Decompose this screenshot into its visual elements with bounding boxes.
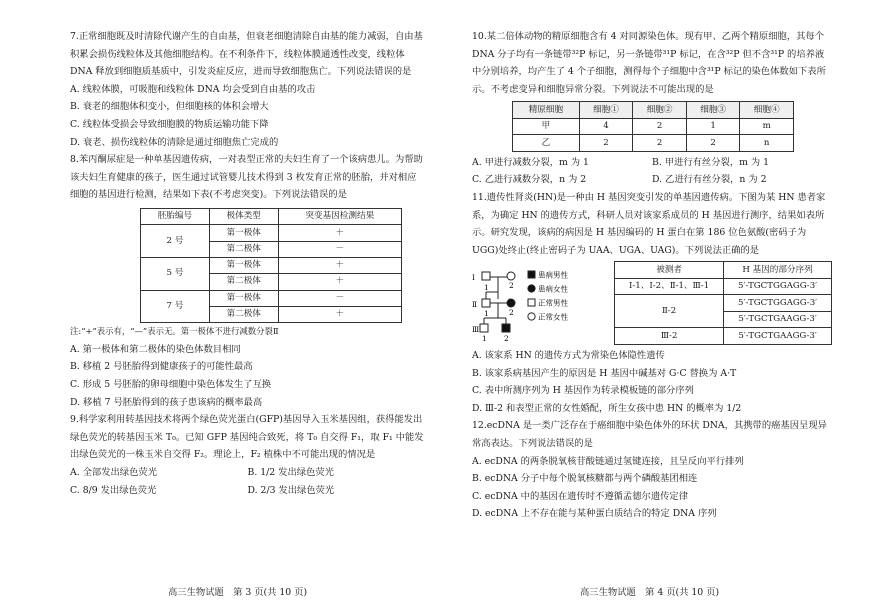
question-9 (70, 411, 425, 499)
q9-option-d: D. 2/3 发出绿色荧光 (247, 484, 335, 496)
q8-option-c: C. 形成 5 号胚胎的卵母细胞中染色体发生了互换 (70, 379, 272, 390)
q11-option-d: D. Ⅲ-2 和表型正常的女性婚配，所生女孩中患 HN 的概率为 1/2 (472, 402, 742, 414)
test-result: ＋ (278, 225, 401, 241)
legend-label: 正常女性 (538, 312, 568, 322)
table-header: 胚胎编号 (141, 208, 210, 225)
legend-label: 患病女性 (538, 284, 568, 294)
polar-body-type: 第二极体 (209, 306, 278, 322)
pedigree-II1-normal-male (482, 299, 490, 307)
sequence: 5′-TGCTGGAGG-3′ (724, 278, 832, 295)
question-8 (70, 151, 425, 411)
question-11-stem: 11.遗传性肾炎(HN)是一种由 H 基因突变引发的单基因遗传病。下图为某 HN 患者家系，为确定 HN 的遗传方式，科研人员对该家系成员的 H 基因进行测序，结果如表所示。研究发现，该病的病因是 H 基因编码的 H 蛋白在第 186 位色氨酸(密码子为 UGG)处终止(终止密码子为 UAA、UGA、UAG)。下列说法正确的是 (472, 192, 826, 256)
legend-label: 患病男性 (538, 270, 568, 280)
polar-body-type: 第一极体 (209, 225, 278, 241)
embryo-id: 7 号 (141, 290, 210, 323)
question-10 (472, 28, 832, 189)
q11-option-a: A. 该家系 HN 的遗传方式为常染色体隐性遗传 (472, 349, 665, 361)
q9-option-c: C. 8/9 发出绿色荧光 (70, 484, 157, 496)
page-3-column (70, 28, 425, 499)
subject: Ⅲ-2 (615, 328, 724, 345)
gen-label: Ⅱ (472, 300, 478, 310)
q8-option-d: D. 移植 7 号胚胎得到的孩子患该病的概率最高 (70, 396, 263, 408)
question-9-stem: 9.科学家利用转基因技术将两个绿色荧光蛋白(GFP)基因导入玉米基因组，获得能发出绿色荧光的转基因玉米 T₀。已知 GFP 基因纯合致死，将 T₀ 自交得 F₁，取 F₁ 中能发出绿色荧光的一株玉米自交得 F₂。理论上，F₂ 植株中不可能出现的情况是 (70, 414, 424, 461)
q12-option-b: B. ecDNA 分子中每个脱氧核糖都与两个磷酸基团相连 (472, 473, 698, 485)
q11-sequence-table (614, 261, 832, 345)
q7-option-a: A. 线粒体膜，可吸胞和线粒体 DNA 均会受到自由基的攻击 (70, 83, 316, 95)
question-12-stem: 12.ecDNA 是一类广泛存在于癌细胞中染色体外的环状 DNA，其携带的癌基因呈现异常高表达。下列说法错误的是 (472, 420, 827, 449)
q7-option-d: D. 衰老、损伤线粒体的清除是通过细胞焦亡完成的 (70, 136, 279, 148)
table-header: 极体类型 (209, 208, 278, 225)
q10-label-table (512, 101, 794, 152)
table-cell: 1 (686, 118, 740, 135)
table-cell: 2 (633, 135, 687, 152)
polar-body-type: 第一极体 (209, 290, 278, 306)
table-row (141, 258, 402, 274)
subject: Ⅱ-2 (615, 295, 724, 328)
q10-option-a: A. 甲进行减数分裂，m 为 1 (472, 156, 589, 168)
member-number: 2 (509, 308, 514, 318)
test-result: ＋ (278, 306, 401, 322)
polar-body-type: 第一极体 (209, 258, 278, 274)
pedigree-III2-affected-male (502, 324, 510, 332)
table-row (513, 135, 794, 152)
q8-table-note: 注:“+”表示有，“—”表示无。第一极体不进行减数分裂Ⅱ (70, 326, 279, 337)
q11-option-c: C. 表中所测序列为 H 基因作为转录模板链的部分序列 (472, 385, 694, 397)
q10-option-c: C. 乙进行减数分裂，n 为 2 (472, 174, 587, 186)
sequence: 5′-TGCTGGAGG-3′ (724, 295, 832, 312)
q7-option-b: B. 衰老的细胞体积变小，但细胞核的体积会增大 (70, 101, 269, 113)
test-result: － (278, 290, 401, 306)
page-4-column (472, 28, 832, 523)
q10-option-d: D. 乙进行有丝分裂，n 为 2 (652, 174, 767, 186)
question-11 (472, 189, 832, 417)
pedigree-II2-affected-female (507, 299, 515, 307)
page-footer-right: 高三生物试题 第 4 页(共 10 页) (580, 587, 720, 598)
legend-normal-female-icon (528, 313, 535, 320)
subject: Ⅰ-1、Ⅰ-2、Ⅱ-1、Ⅲ-1 (615, 278, 724, 295)
pedigree-I2-normal-female (507, 272, 515, 280)
table-row (513, 118, 794, 135)
table-header: H 基因的部分序列 (724, 262, 832, 279)
question-7-stem: 7.正常细胞既及时清除代谢产生的自由基，但衰老细胞清除自由基的能力减弱，自由基积累会损伤线粒体及其他细胞结构。在不利条件下，线粒体膜通透性改变，线粒体 DNA 释放到细胞质基质中，引发炎症反应，进而导致细胞焦亡。下列说法错误的是 (70, 31, 423, 78)
q12-option-c: C. ecDNA 中的基因在遗传时不遵循孟德尔遗传定律 (472, 490, 689, 502)
table-cell: 2 (579, 135, 633, 152)
table-header: 细胞② (633, 102, 687, 119)
q9-option-a: A. 全部发出绿色荧光 (70, 466, 157, 478)
table-header: 精原细胞 (513, 102, 580, 119)
table-cell: 甲 (513, 118, 580, 135)
member-number: 1 (482, 334, 487, 344)
pedigree-I1-normal-male (482, 272, 490, 280)
table-cell: n (740, 135, 794, 152)
legend-normal-male-icon (528, 299, 535, 306)
table-row (141, 290, 402, 306)
table-header: 细胞① (579, 102, 633, 119)
question-8-stem: 8.苯丙酮尿症是一种单基因遗传病，一对表型正常的夫妇生育了一个该病患儿。为帮助该夫妇生育健康的孩子，医生通过试管婴儿技术得到 3 枚发育正常的胚胎，并对相应细胞的基因进行检测，结果如下表(不考虑突变)。下列说法错误的是 (70, 154, 423, 201)
embryo-id: 5 号 (141, 258, 210, 291)
question-12 (472, 417, 832, 523)
table-cell: 乙 (513, 135, 580, 152)
legend-affected-male-icon (528, 271, 535, 278)
embryo-id: 2 号 (141, 225, 210, 258)
table-row (141, 225, 402, 241)
q9-option-b: B. 1/2 发出绿色荧光 (247, 466, 334, 478)
member-number: 2 (509, 281, 514, 291)
pedigree-III1-normal-male (480, 324, 488, 332)
question-10-stem: 10.某二倍体动物的精原细胞含有 4 对同源染色体。现有甲、乙两个精原细胞，其每个 DNA 分子均有一条链带³²P 标记，另一条链带³¹P 标记，在含³²P 但不含³¹P 的培养液中分别培养，均产生了 4 个子细胞，测得每个子细胞中含³¹P 标记的染色体数如下表所示。不考虑变异和细胞异常分裂。下列说法不可能出现的是 (472, 31, 826, 95)
table-header: 被测者 (615, 262, 724, 279)
q8-embryo-table (140, 208, 402, 323)
page-footer-left: 高三生物试题 第 3 页(共 10 页) (168, 587, 308, 598)
gen-label: Ⅲ (472, 325, 480, 335)
table-row (615, 295, 832, 312)
legend-label: 正常男性 (538, 298, 568, 308)
q11-option-b: B. 该家系病基因产生的原因是 H 基因中碱基对 G·C 替换为 A·T (472, 367, 737, 379)
member-number: 1 (484, 309, 489, 319)
test-result: － (278, 241, 401, 257)
test-result: ＋ (278, 258, 401, 274)
test-result: ＋ (278, 274, 401, 290)
table-row (615, 328, 832, 345)
pedigree-diagram (472, 261, 612, 343)
sequence: 5′-TGCTGAAGG-3′ (724, 328, 832, 345)
polar-body-type: 第二极体 (209, 241, 278, 257)
member-number: 2 (504, 334, 509, 344)
q10-option-b: B. 甲进行有丝分裂，m 为 1 (652, 156, 770, 168)
table-cell: 2 (633, 118, 687, 135)
q12-option-d: D. ecDNA 上不存在能与某种蛋白质结合的特定 DNA 序列 (472, 508, 717, 520)
member-number: 1 (484, 283, 489, 293)
table-header: 突变基因检测结果 (278, 208, 401, 225)
table-header: 细胞④ (740, 102, 794, 119)
q8-option-a: A. 第一极体和第二极体的染色体数目相同 (70, 343, 241, 355)
sequence: 5′-TGCTGAAGG-3′ (724, 311, 832, 328)
table-cell: m (740, 118, 794, 135)
polar-body-type: 第二极体 (209, 274, 278, 290)
q8-option-b: B. 移植 2 号胚胎得到健康孩子的可能性最高 (70, 361, 253, 373)
q7-option-c: C. 线粒体受损会导致细胞膜的物质运输功能下降 (70, 118, 269, 130)
table-cell: 4 (579, 118, 633, 135)
gen-label: Ⅰ (472, 273, 475, 283)
table-row (615, 278, 832, 295)
table-header: 细胞③ (686, 102, 740, 119)
q12-option-a: A. ecDNA 的两条脱氧核苷酸链通过氢键连接，且呈反向平行排列 (472, 455, 744, 467)
table-cell: 2 (686, 135, 740, 152)
legend-affected-female-icon (528, 285, 535, 292)
question-7 (70, 28, 425, 151)
